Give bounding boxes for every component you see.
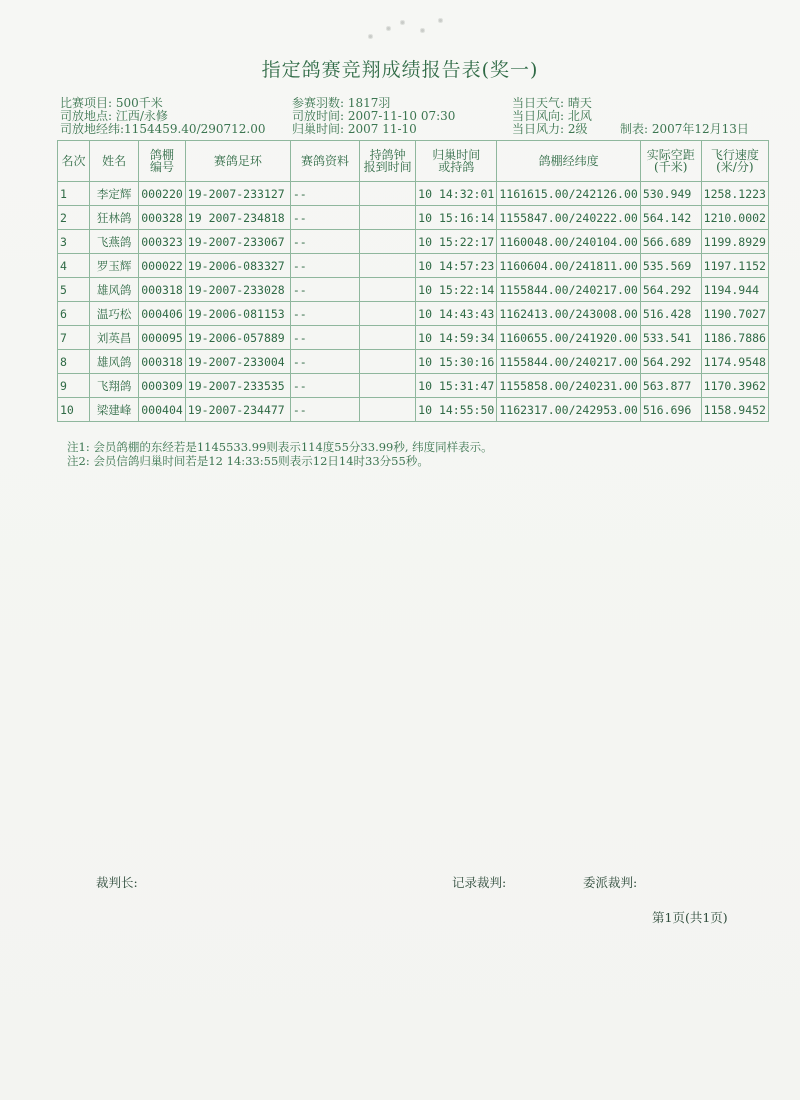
header-ring: 赛鸽足环 xyxy=(185,141,290,182)
cell-loft-coords: 1161615.00/242126.00 xyxy=(497,182,640,206)
cell-clock-time xyxy=(360,254,416,278)
footnote-2: 注2: 会员信鸽归巢时间若是12 14:33:55则表示12日14时33分55秒。 xyxy=(67,454,429,468)
cell-loft-no: 000328 xyxy=(139,206,186,230)
table-header-row xyxy=(58,141,769,182)
cell-clock-time xyxy=(360,182,416,206)
cell-ring: 19-2007-234477 xyxy=(185,398,290,422)
cell-distance: 535.569 xyxy=(640,254,701,278)
cell-loft-coords: 1160604.00/241811.00 xyxy=(497,254,640,278)
cell-return-time: 10 14:59:34 xyxy=(416,326,497,350)
table-row xyxy=(58,254,769,278)
chief-judge-label: 裁判长: xyxy=(96,875,138,890)
cell-return-time: 10 14:32:01 xyxy=(416,182,497,206)
header-name: 姓名 xyxy=(90,141,139,182)
cell-pigeon-info: -- xyxy=(290,230,359,254)
cell-distance: 566.689 xyxy=(640,230,701,254)
cell-ring: 19-2007-233127 xyxy=(185,182,290,206)
cell-rank: 7 xyxy=(58,326,90,350)
cell-rank: 6 xyxy=(58,302,90,326)
header-return-time: 归巢时间 或持鸽 xyxy=(416,141,497,182)
cell-distance: 564.292 xyxy=(640,350,701,374)
cell-name: 雄风鸽 xyxy=(90,278,139,302)
cell-loft-no: 000095 xyxy=(139,326,186,350)
cell-pigeon-info: -- xyxy=(290,206,359,230)
cell-rank: 3 xyxy=(58,230,90,254)
header-distance: 实际空距 (千米) xyxy=(640,141,701,182)
results-table xyxy=(57,140,769,422)
cell-ring: 19-2006-057889 xyxy=(185,326,290,350)
cell-pigeon-info: -- xyxy=(290,398,359,422)
header-clock-time: 持鸽钟 报到时间 xyxy=(360,141,416,182)
meta-participants: 参赛羽数: 1817羽 xyxy=(292,96,391,110)
cell-loft-no: 000318 xyxy=(139,278,186,302)
cell-clock-time xyxy=(360,278,416,302)
cell-distance: 564.292 xyxy=(640,278,701,302)
cell-speed: 1197.1152 xyxy=(701,254,768,278)
cell-ring: 19-2007-233028 xyxy=(185,278,290,302)
cell-return-time: 10 15:22:14 xyxy=(416,278,497,302)
cell-return-time: 10 15:31:47 xyxy=(416,374,497,398)
cell-return-time: 10 15:22:17 xyxy=(416,230,497,254)
cell-clock-time xyxy=(360,230,416,254)
cell-loft-no: 000309 xyxy=(139,374,186,398)
cell-loft-no: 000318 xyxy=(139,350,186,374)
cell-name: 刘英昌 xyxy=(90,326,139,350)
cell-distance: 563.877 xyxy=(640,374,701,398)
cell-loft-coords: 1155844.00/240217.00 xyxy=(497,278,640,302)
cell-speed: 1258.1223 xyxy=(701,182,768,206)
header-speed: 飞行速度 (米/分) xyxy=(701,141,768,182)
meta-coords: 司放地经纬:1154459.40/290712.00 xyxy=(60,122,266,136)
header-loft-no: 鸽棚 编号 xyxy=(139,141,186,182)
meta-return-time: 归巢时间: 2007 11-10 xyxy=(292,122,417,136)
cell-speed: 1170.3962 xyxy=(701,374,768,398)
punch-holes xyxy=(360,18,450,44)
cell-name: 李定辉 xyxy=(90,182,139,206)
cell-clock-time xyxy=(360,326,416,350)
cell-loft-coords: 1162413.00/243008.00 xyxy=(497,302,640,326)
cell-loft-no: 000404 xyxy=(139,398,186,422)
table-row xyxy=(58,302,769,326)
cell-rank: 8 xyxy=(58,350,90,374)
meta-release-time: 司放时间: 2007-11-10 07:30 xyxy=(292,109,456,123)
cell-clock-time xyxy=(360,374,416,398)
cell-loft-coords: 1155844.00/240217.00 xyxy=(497,350,640,374)
cell-distance: 530.949 xyxy=(640,182,701,206)
cell-rank: 1 xyxy=(58,182,90,206)
table-row xyxy=(58,206,769,230)
header-pigeon-info: 赛鸽资料 xyxy=(290,141,359,182)
page-number: 第1页(共1页) xyxy=(652,910,728,925)
cell-ring: 19-2007-233004 xyxy=(185,350,290,374)
cell-name: 温巧松 xyxy=(90,302,139,326)
cell-pigeon-info: -- xyxy=(290,254,359,278)
meta-wind-force: 当日风力: 2级 xyxy=(512,122,588,136)
cell-pigeon-info: -- xyxy=(290,350,359,374)
cell-ring: 19 2007-234818 xyxy=(185,206,290,230)
cell-distance: 533.541 xyxy=(640,326,701,350)
cell-name: 雄风鸽 xyxy=(90,350,139,374)
table-row xyxy=(58,398,769,422)
cell-rank: 9 xyxy=(58,374,90,398)
cell-return-time: 10 14:55:50 xyxy=(416,398,497,422)
cell-name: 飞翔鸽 xyxy=(90,374,139,398)
cell-clock-time xyxy=(360,350,416,374)
cell-pigeon-info: -- xyxy=(290,278,359,302)
cell-name: 罗玉辉 xyxy=(90,254,139,278)
cell-speed: 1210.0002 xyxy=(701,206,768,230)
cell-return-time: 10 15:30:16 xyxy=(416,350,497,374)
cell-return-time: 10 14:57:23 xyxy=(416,254,497,278)
cell-distance: 516.428 xyxy=(640,302,701,326)
cell-pigeon-info: -- xyxy=(290,182,359,206)
cell-pigeon-info: -- xyxy=(290,374,359,398)
table-row xyxy=(58,374,769,398)
recorder-judge-label: 记录裁判: xyxy=(452,875,507,890)
cell-loft-coords: 1160655.00/241920.00 xyxy=(497,326,640,350)
cell-rank: 2 xyxy=(58,206,90,230)
cell-return-time: 10 14:43:43 xyxy=(416,302,497,326)
cell-speed: 1186.7886 xyxy=(701,326,768,350)
cell-rank: 5 xyxy=(58,278,90,302)
cell-loft-no: 000220 xyxy=(139,182,186,206)
cell-distance: 564.142 xyxy=(640,206,701,230)
cell-return-time: 10 15:16:14 xyxy=(416,206,497,230)
cell-speed: 1174.9548 xyxy=(701,350,768,374)
cell-rank: 10 xyxy=(58,398,90,422)
table-row xyxy=(58,350,769,374)
table-row xyxy=(58,326,769,350)
cell-clock-time xyxy=(360,302,416,326)
cell-speed: 1190.7027 xyxy=(701,302,768,326)
cell-ring: 19-2007-233535 xyxy=(185,374,290,398)
cell-pigeon-info: -- xyxy=(290,326,359,350)
meta-location: 司放地点: 江西/永修 xyxy=(60,109,168,123)
cell-speed: 1194.944 xyxy=(701,278,768,302)
cell-clock-time xyxy=(360,398,416,422)
table-row xyxy=(58,230,769,254)
cell-loft-coords: 1155858.00/240231.00 xyxy=(497,374,640,398)
header-rank: 名次 xyxy=(58,141,90,182)
cell-name: 狂林鸽 xyxy=(90,206,139,230)
cell-loft-no: 000406 xyxy=(139,302,186,326)
cell-name: 梁建峰 xyxy=(90,398,139,422)
footnotes xyxy=(67,440,493,468)
cell-loft-coords: 1160048.00/240104.00 xyxy=(497,230,640,254)
cell-ring: 19-2007-233067 xyxy=(185,230,290,254)
cell-clock-time xyxy=(360,206,416,230)
cell-pigeon-info: -- xyxy=(290,302,359,326)
cell-name: 飞燕鸽 xyxy=(90,230,139,254)
table-row xyxy=(58,182,769,206)
cell-ring: 19-2006-083327 xyxy=(185,254,290,278)
cell-loft-coords: 1155847.00/240222.00 xyxy=(497,206,640,230)
meta-weather: 当日天气: 晴天 xyxy=(512,96,592,110)
cell-rank: 4 xyxy=(58,254,90,278)
meta-wind-direction: 当日风向: 北风 xyxy=(512,109,592,123)
cell-ring: 19-2006-081153 xyxy=(185,302,290,326)
footnote-1: 注1: 会员鸽棚的东经若是1145533.99则表示114度55分33.99秒, 纬度同样表示。 xyxy=(67,440,493,454)
cell-loft-coords: 1162317.00/242953.00 xyxy=(497,398,640,422)
appointed-judge-label: 委派裁判: xyxy=(583,875,638,890)
meta-made-date: 制表: 2007年12月13日 xyxy=(620,122,749,136)
table-row xyxy=(58,278,769,302)
cell-speed: 1158.9452 xyxy=(701,398,768,422)
report-title: 指定鸽赛竞翔成绩报告表(奖一) xyxy=(261,59,539,81)
header-loft-coords: 鸽棚经纬度 xyxy=(497,141,640,182)
cell-speed: 1199.8929 xyxy=(701,230,768,254)
meta-event: 比赛项目: 500千米 xyxy=(60,96,163,110)
cell-loft-no: 000323 xyxy=(139,230,186,254)
cell-loft-no: 000022 xyxy=(139,254,186,278)
cell-distance: 516.696 xyxy=(640,398,701,422)
